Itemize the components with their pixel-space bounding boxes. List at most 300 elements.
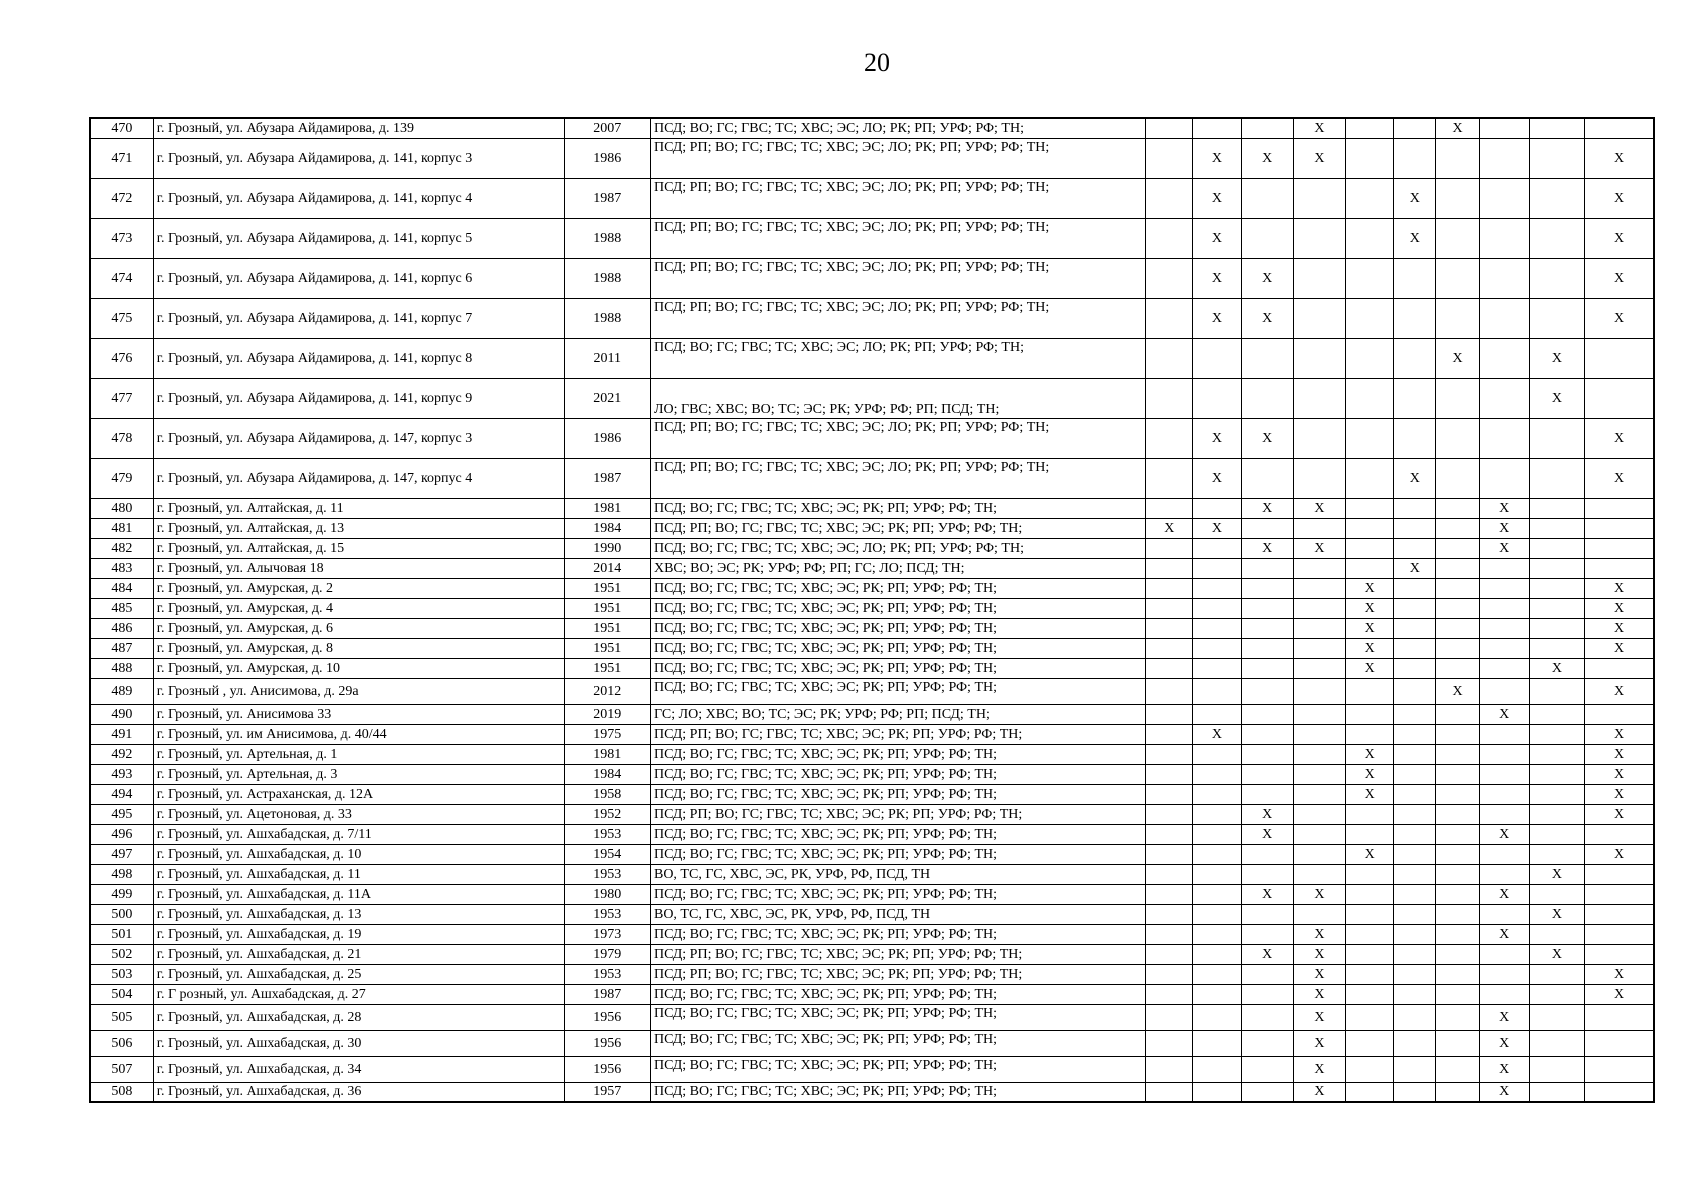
table-row <box>90 744 1654 764</box>
mark-cell <box>1193 678 1241 704</box>
row-number-cell: 501 <box>90 924 153 944</box>
systems-cell: ПСД; ВО; ГС; ГВС; ТС; ХВС; ЭС; РК; РП; УРФ; РФ; ТН; <box>650 578 1145 598</box>
mark-cell <box>1293 618 1345 638</box>
systems-cell: ПСД; РП; ВО; ГС; ГВС; ТС; ХВС; ЭС; ЛО; РК; РП; УРФ; РФ; ТН; <box>650 178 1145 218</box>
mark-cell <box>1436 724 1479 744</box>
mark-cell <box>1293 518 1345 538</box>
mark-cell <box>1585 658 1654 678</box>
mark-cell <box>1241 724 1293 744</box>
mark-cell <box>1436 618 1479 638</box>
mark-cell <box>1146 704 1193 724</box>
mark-cell <box>1293 378 1345 418</box>
mark-cell <box>1241 618 1293 638</box>
year-cell: 2012 <box>564 678 650 704</box>
mark-cell <box>1529 744 1584 764</box>
mark-cell: X <box>1585 298 1654 338</box>
mark-cell: X <box>1193 138 1241 178</box>
mark-cell <box>1241 924 1293 944</box>
year-cell: 1953 <box>564 824 650 844</box>
year-cell: 1954 <box>564 844 650 864</box>
mark-cell <box>1529 924 1584 944</box>
mark-cell: X <box>1193 458 1241 498</box>
mark-cell <box>1479 178 1529 218</box>
mark-cell <box>1146 458 1193 498</box>
mark-cell <box>1146 298 1193 338</box>
year-cell: 2014 <box>564 558 650 578</box>
mark-cell <box>1146 844 1193 864</box>
mark-cell <box>1394 1030 1436 1056</box>
mark-cell <box>1241 578 1293 598</box>
mark-cell: X <box>1346 764 1394 784</box>
systems-cell: ПСД; ВО; ГС; ГВС; ТС; ХВС; ЭС; РК; РП; УРФ; РФ; ТН; <box>650 1056 1145 1082</box>
mark-cell <box>1346 724 1394 744</box>
table-row <box>90 658 1654 678</box>
mark-cell <box>1585 1030 1654 1056</box>
mark-cell <box>1585 118 1654 138</box>
mark-cell <box>1293 864 1345 884</box>
address-cell: г. Грозный, ул. Алтайская, д. 13 <box>153 518 564 538</box>
mark-cell <box>1193 744 1241 764</box>
mark-cell <box>1146 618 1193 638</box>
mark-cell <box>1529 764 1584 784</box>
address-cell: г. Грозный, ул. Ацетоновая, д. 33 <box>153 804 564 824</box>
row-number-cell: 487 <box>90 638 153 658</box>
mark-cell <box>1436 984 1479 1004</box>
row-number-cell: 494 <box>90 784 153 804</box>
mark-cell <box>1146 638 1193 658</box>
mark-cell <box>1436 924 1479 944</box>
mark-cell <box>1293 704 1345 724</box>
mark-cell <box>1293 558 1345 578</box>
mark-cell <box>1529 138 1584 178</box>
mark-cell <box>1146 764 1193 784</box>
mark-cell <box>1346 518 1394 538</box>
mark-cell <box>1241 378 1293 418</box>
address-cell: г. Грозный, ул. Амурская, д. 6 <box>153 618 564 638</box>
mark-cell <box>1529 964 1584 984</box>
table-row <box>90 518 1654 538</box>
table-row <box>90 618 1654 638</box>
mark-cell <box>1529 558 1584 578</box>
mark-cell <box>1436 138 1479 178</box>
mark-cell <box>1193 904 1241 924</box>
mark-cell <box>1436 1004 1479 1030</box>
mark-cell <box>1241 678 1293 704</box>
mark-cell <box>1479 598 1529 618</box>
mark-cell <box>1293 824 1345 844</box>
mark-cell <box>1346 864 1394 884</box>
mark-cell: X <box>1241 298 1293 338</box>
systems-cell: ПСД; ВО; ГС; ГВС; ТС; ХВС; ЭС; РК; РП; УРФ; РФ; ТН; <box>650 924 1145 944</box>
mark-cell <box>1346 964 1394 984</box>
table-row <box>90 1030 1654 1056</box>
mark-cell <box>1241 1030 1293 1056</box>
table-row <box>90 884 1654 904</box>
mark-cell <box>1585 864 1654 884</box>
mark-cell <box>1146 658 1193 678</box>
mark-cell: X <box>1146 518 1193 538</box>
table-row <box>90 338 1654 378</box>
mark-cell: X <box>1585 964 1654 984</box>
mark-cell <box>1436 458 1479 498</box>
registry-body <box>90 118 1654 1102</box>
mark-cell <box>1529 1030 1584 1056</box>
mark-cell <box>1346 338 1394 378</box>
mark-cell: X <box>1479 1004 1529 1030</box>
mark-cell <box>1193 804 1241 824</box>
mark-cell <box>1146 1030 1193 1056</box>
mark-cell <box>1436 844 1479 864</box>
mark-cell: X <box>1346 578 1394 598</box>
mark-cell: X <box>1585 804 1654 824</box>
address-cell: г. Грозный, ул. Абузара Айдамирова, д. 141, корпус 4 <box>153 178 564 218</box>
mark-cell: X <box>1529 904 1584 924</box>
mark-cell <box>1193 944 1241 964</box>
mark-cell <box>1529 984 1584 1004</box>
year-cell: 1986 <box>564 138 650 178</box>
mark-cell <box>1241 784 1293 804</box>
mark-cell <box>1346 1004 1394 1030</box>
mark-cell <box>1436 538 1479 558</box>
address-cell: г. Грозный, ул. Артельная, д. 3 <box>153 764 564 784</box>
table-row <box>90 558 1654 578</box>
mark-cell <box>1529 784 1584 804</box>
table-row <box>90 804 1654 824</box>
mark-cell: X <box>1193 298 1241 338</box>
mark-cell <box>1394 804 1436 824</box>
mark-cell <box>1146 944 1193 964</box>
address-cell: г. Грозный, ул. Амурская, д. 10 <box>153 658 564 678</box>
address-cell: г. Грозный, ул. Алтайская, д. 15 <box>153 538 564 558</box>
address-cell: г. Грозный, ул. Ашхабадская, д. 10 <box>153 844 564 864</box>
mark-cell <box>1529 518 1584 538</box>
address-cell: г. Грозный, ул. Ашхабадская, д. 30 <box>153 1030 564 1056</box>
address-cell: г. Грозный, ул. Абузара Айдамирова, д. 141, корпус 9 <box>153 378 564 418</box>
address-cell: г. Грозный, ул. Амурская, д. 8 <box>153 638 564 658</box>
mark-cell <box>1146 804 1193 824</box>
address-cell: г. Грозный, ул. Амурская, д. 2 <box>153 578 564 598</box>
systems-cell: ПСД; ВО; ГС; ГВС; ТС; ХВС; ЭС; РК; РП; УРФ; РФ; ТН; <box>650 658 1145 678</box>
mark-cell <box>1241 1082 1293 1102</box>
row-number-cell: 482 <box>90 538 153 558</box>
mark-cell <box>1241 518 1293 538</box>
mark-cell <box>1585 944 1654 964</box>
mark-cell <box>1193 1004 1241 1030</box>
mark-cell <box>1529 258 1584 298</box>
mark-cell <box>1346 944 1394 964</box>
mark-cell <box>1585 1082 1654 1102</box>
mark-cell <box>1529 824 1584 844</box>
row-number-cell: 470 <box>90 118 153 138</box>
year-cell: 1953 <box>564 964 650 984</box>
mark-cell: X <box>1293 1004 1345 1030</box>
mark-cell <box>1394 764 1436 784</box>
mark-cell <box>1529 598 1584 618</box>
mark-cell <box>1436 1030 1479 1056</box>
row-number-cell: 505 <box>90 1004 153 1030</box>
mark-cell <box>1529 1004 1584 1030</box>
mark-cell: X <box>1479 498 1529 518</box>
mark-cell <box>1346 1056 1394 1082</box>
mark-cell <box>1394 618 1436 638</box>
mark-cell <box>1529 638 1584 658</box>
address-cell: г. Грозный, ул. Ашхабадская, д. 34 <box>153 1056 564 1082</box>
systems-cell: ПСД; ВО; ГС; ГВС; ТС; ХВС; ЭС; РК; РП; УРФ; РФ; ТН; <box>650 844 1145 864</box>
mark-cell <box>1529 298 1584 338</box>
mark-cell <box>1394 704 1436 724</box>
table-row <box>90 924 1654 944</box>
mark-cell <box>1146 964 1193 984</box>
mark-cell <box>1529 458 1584 498</box>
table-row <box>90 984 1654 1004</box>
row-number-cell: 486 <box>90 618 153 638</box>
year-cell: 1988 <box>564 258 650 298</box>
mark-cell: X <box>1479 1030 1529 1056</box>
year-cell: 1988 <box>564 298 650 338</box>
address-cell: г. Грозный, ул. Абузара Айдамирова, д. 141, корпус 6 <box>153 258 564 298</box>
row-number-cell: 472 <box>90 178 153 218</box>
mark-cell <box>1346 824 1394 844</box>
mark-cell <box>1241 178 1293 218</box>
systems-cell: ПСД; РП; ВО; ГС; ГВС; ТС; ХВС; ЭС; ЛО; РК; РП; УРФ; РФ; ТН; <box>650 458 1145 498</box>
mark-cell: X <box>1585 138 1654 178</box>
table-row <box>90 784 1654 804</box>
mark-cell: X <box>1585 638 1654 658</box>
mark-cell <box>1193 844 1241 864</box>
mark-cell <box>1241 218 1293 258</box>
year-cell: 1951 <box>564 618 650 638</box>
mark-cell: X <box>1346 618 1394 638</box>
mark-cell: X <box>1293 884 1345 904</box>
mark-cell <box>1346 558 1394 578</box>
year-cell: 1984 <box>564 764 650 784</box>
mark-cell <box>1146 138 1193 178</box>
mark-cell <box>1436 178 1479 218</box>
mark-cell <box>1193 558 1241 578</box>
mark-cell: X <box>1346 784 1394 804</box>
year-cell: 1953 <box>564 904 650 924</box>
systems-cell: ПСД; ВО; ГС; ГВС; ТС; ХВС; ЭС; РК; РП; УРФ; РФ; ТН; <box>650 618 1145 638</box>
row-number-cell: 502 <box>90 944 153 964</box>
mark-cell <box>1394 658 1436 678</box>
mark-cell <box>1394 864 1436 884</box>
row-number-cell: 471 <box>90 138 153 178</box>
mark-cell <box>1585 824 1654 844</box>
mark-cell <box>1479 658 1529 678</box>
mark-cell <box>1479 724 1529 744</box>
mark-cell <box>1394 1082 1436 1102</box>
mark-cell <box>1529 804 1584 824</box>
mark-cell <box>1394 338 1436 378</box>
mark-cell <box>1394 884 1436 904</box>
mark-cell: X <box>1585 744 1654 764</box>
address-cell: г. Грозный, ул. Абузара Айдамирова, д. 141, корпус 8 <box>153 338 564 378</box>
mark-cell <box>1479 864 1529 884</box>
mark-cell <box>1193 118 1241 138</box>
mark-cell <box>1241 338 1293 378</box>
year-cell: 1956 <box>564 1030 650 1056</box>
mark-cell <box>1585 338 1654 378</box>
year-cell: 1956 <box>564 1056 650 1082</box>
mark-cell: X <box>1293 118 1345 138</box>
mark-cell: X <box>1293 924 1345 944</box>
mark-cell <box>1146 178 1193 218</box>
address-cell: г. Грозный, ул. Артельная, д. 1 <box>153 744 564 764</box>
mark-cell <box>1146 378 1193 418</box>
year-cell: 1979 <box>564 944 650 964</box>
mark-cell <box>1193 578 1241 598</box>
mark-cell <box>1293 904 1345 924</box>
row-number-cell: 484 <box>90 578 153 598</box>
mark-cell <box>1585 378 1654 418</box>
mark-cell <box>1346 118 1394 138</box>
year-cell: 1951 <box>564 658 650 678</box>
mark-cell <box>1346 538 1394 558</box>
table-row <box>90 1056 1654 1082</box>
mark-cell <box>1146 1004 1193 1030</box>
mark-cell <box>1436 1082 1479 1102</box>
mark-cell: X <box>1193 258 1241 298</box>
systems-cell: ПСД; ВО; ГС; ГВС; ТС; ХВС; ЭС; РК; РП; УРФ; РФ; ТН; <box>650 678 1145 704</box>
row-number-cell: 507 <box>90 1056 153 1082</box>
mark-cell <box>1394 298 1436 338</box>
mark-cell: X <box>1346 744 1394 764</box>
mark-cell <box>1529 178 1584 218</box>
mark-cell <box>1479 298 1529 338</box>
mark-cell <box>1394 1004 1436 1030</box>
address-cell: г. Грозный, ул. Абузара Айдамирова, д. 147, корпус 4 <box>153 458 564 498</box>
mark-cell: X <box>1479 884 1529 904</box>
mark-cell <box>1479 378 1529 418</box>
row-number-cell: 493 <box>90 764 153 784</box>
mark-cell: X <box>1394 458 1436 498</box>
year-cell: 1975 <box>564 724 650 744</box>
mark-cell: X <box>1241 498 1293 518</box>
mark-cell <box>1293 418 1345 458</box>
mark-cell <box>1193 338 1241 378</box>
year-cell: 2007 <box>564 118 650 138</box>
mark-cell <box>1146 744 1193 764</box>
mark-cell: X <box>1585 178 1654 218</box>
mark-cell <box>1241 598 1293 618</box>
mark-cell <box>1479 784 1529 804</box>
systems-cell: ПСД; ВО; ГС; ГВС; ТС; ХВС; ЭС; РК; РП; УРФ; РФ; ТН; <box>650 984 1145 1004</box>
mark-cell <box>1241 704 1293 724</box>
mark-cell <box>1346 924 1394 944</box>
mark-cell <box>1146 1082 1193 1102</box>
table-row <box>90 844 1654 864</box>
row-number-cell: 495 <box>90 804 153 824</box>
mark-cell <box>1394 924 1436 944</box>
mark-cell <box>1346 298 1394 338</box>
mark-cell <box>1479 744 1529 764</box>
mark-cell: X <box>1394 218 1436 258</box>
table-row <box>90 964 1654 984</box>
mark-cell <box>1241 964 1293 984</box>
mark-cell <box>1436 864 1479 884</box>
table-row <box>90 598 1654 618</box>
mark-cell <box>1193 618 1241 638</box>
mark-cell <box>1529 884 1584 904</box>
table-row <box>90 458 1654 498</box>
mark-cell <box>1146 118 1193 138</box>
year-cell: 1981 <box>564 744 650 764</box>
mark-cell <box>1529 678 1584 704</box>
mark-cell <box>1146 338 1193 378</box>
address-cell: г. Грозный , ул. Анисимова, д. 29а <box>153 678 564 704</box>
mark-cell <box>1146 218 1193 258</box>
mark-cell <box>1241 638 1293 658</box>
mark-cell <box>1394 538 1436 558</box>
table-row <box>90 904 1654 924</box>
mark-cell: X <box>1241 258 1293 298</box>
housing-registry-table <box>89 117 1655 1103</box>
mark-cell <box>1394 118 1436 138</box>
mark-cell: X <box>1585 984 1654 1004</box>
row-number-cell: 480 <box>90 498 153 518</box>
mark-cell <box>1193 378 1241 418</box>
mark-cell <box>1346 218 1394 258</box>
address-cell: г. Грозный, ул. Алычовая 18 <box>153 558 564 578</box>
year-cell: 1984 <box>564 518 650 538</box>
year-cell: 1951 <box>564 598 650 618</box>
mark-cell <box>1241 1004 1293 1030</box>
mark-cell <box>1346 804 1394 824</box>
mark-cell: X <box>1241 538 1293 558</box>
mark-cell: X <box>1585 418 1654 458</box>
mark-cell <box>1394 678 1436 704</box>
mark-cell <box>1394 984 1436 1004</box>
mark-cell <box>1394 578 1436 598</box>
systems-cell: ПСД; РП; ВО; ГС; ГВС; ТС; ХВС; ЭС; РК; РП; УРФ; РФ; ТН; <box>650 964 1145 984</box>
mark-cell <box>1394 944 1436 964</box>
mark-cell <box>1293 178 1345 218</box>
mark-cell: X <box>1479 538 1529 558</box>
mark-cell: X <box>1293 498 1345 518</box>
mark-cell <box>1346 884 1394 904</box>
mark-cell: X <box>1394 178 1436 218</box>
mark-cell <box>1436 824 1479 844</box>
mark-cell <box>1193 784 1241 804</box>
mark-cell <box>1529 118 1584 138</box>
mark-cell <box>1193 764 1241 784</box>
row-number-cell: 475 <box>90 298 153 338</box>
mark-cell <box>1193 984 1241 1004</box>
mark-cell <box>1346 418 1394 458</box>
table-row <box>90 538 1654 558</box>
table-row <box>90 418 1654 458</box>
mark-cell: X <box>1585 678 1654 704</box>
row-number-cell: 491 <box>90 724 153 744</box>
year-cell: 2019 <box>564 704 650 724</box>
mark-cell <box>1146 418 1193 458</box>
mark-cell <box>1479 804 1529 824</box>
mark-cell: X <box>1193 518 1241 538</box>
mark-cell <box>1346 704 1394 724</box>
mark-cell <box>1146 784 1193 804</box>
mark-cell <box>1394 824 1436 844</box>
mark-cell <box>1436 418 1479 458</box>
mark-cell <box>1146 824 1193 844</box>
mark-cell <box>1436 658 1479 678</box>
mark-cell <box>1346 984 1394 1004</box>
mark-cell: X <box>1585 598 1654 618</box>
year-cell: 1951 <box>564 638 650 658</box>
mark-cell <box>1479 638 1529 658</box>
mark-cell <box>1479 558 1529 578</box>
mark-cell <box>1394 258 1436 298</box>
mark-cell <box>1436 498 1479 518</box>
